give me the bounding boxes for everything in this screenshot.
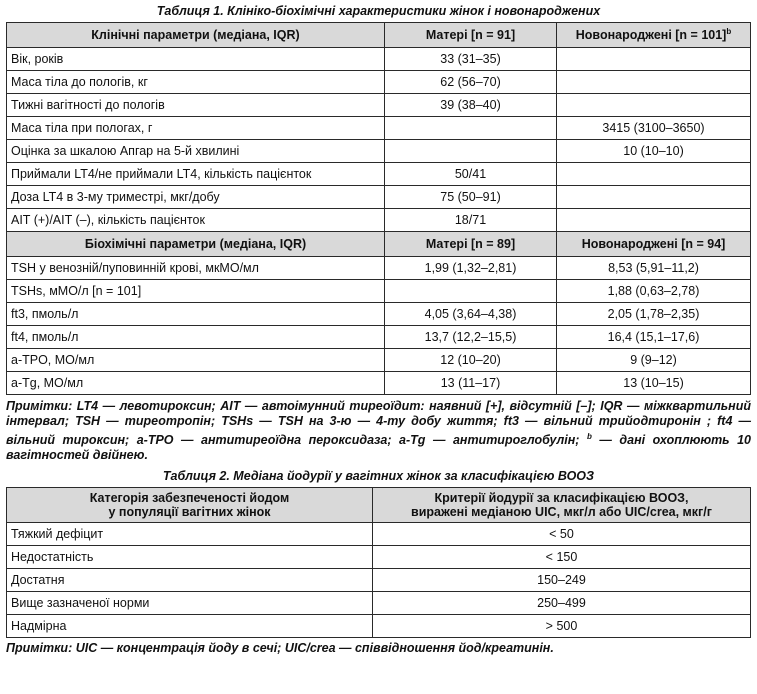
table-row [7, 569, 751, 592]
table1-note-b-text: — дані охоплюють 10 вагітностей двійнею. [6, 433, 752, 463]
table-row [7, 592, 751, 615]
newborns-value-cell: 13 (10–15) [557, 372, 751, 395]
criteria-cell: < 150 [373, 546, 751, 569]
table2-header-criteria [373, 488, 751, 523]
criteria-cell: < 50 [373, 523, 751, 546]
table1-caption: Таблиця 1. Клініко-біохімічні характеристики жінок і новонароджених [156, 4, 601, 18]
bio-header-param: Біохімічні параметри (медіана, IQR) [7, 232, 385, 257]
newborns-value-cell: 10 (10–10) [557, 140, 751, 163]
criteria-cell: 250–499 [373, 592, 751, 615]
clinical-header-newborns [557, 23, 751, 48]
clinical-param-cell: Приймали LT4/не приймали LT4, кількість пацієнток [7, 163, 385, 186]
table2-header-category-line1: Категорія забезпеченості йодом [89, 491, 290, 506]
table-row [7, 280, 751, 303]
table1-note-text: Примітки: LT4 — левотироксин; AIT — автоімунний тиреоїдит: наявний [+], відсутній [–]; IQR — міжквартильний інтервал; TSH — тиреотропін; TSHs — TSH на 3-ю — 4-ту добу життя; ft3 — вільний трийодтиронін ; ft4 — вільний тироксин; a-TPO — антитиреоїдна пероксидаза; a-Tg — антитироглобулін; [6, 399, 751, 448]
clinical-header-newborns-mark: b [726, 27, 732, 37]
clinical-param-cell: Доза LT4 в 3-му триместрі, мкг/добу [7, 186, 385, 209]
category-cell: Вище зазначеної норми [7, 592, 373, 615]
newborns-value-cell [557, 163, 751, 186]
table2-note: Примітки: UIC — концентрація йоду в сечі; UIC/crea — співвідношення йод/креатинін. [6, 641, 554, 656]
newborns-value-cell [557, 71, 751, 94]
table-row [7, 257, 751, 280]
table-row [7, 523, 751, 546]
clinical-header-row [7, 23, 751, 48]
clinical-header-mothers: Матері [n = 91] [385, 23, 557, 48]
category-cell: Тяжкий дефіцит [7, 523, 373, 546]
table-row [7, 546, 751, 569]
mothers-value-cell: 50/41 [385, 163, 557, 186]
biochemical-header-row [7, 232, 751, 257]
bio-header-mothers: Матері [n = 89] [385, 232, 557, 257]
clinical-param-cell: Оцінка за шкалою Апгар на 5-й хвилині [7, 140, 385, 163]
table-row [7, 94, 751, 117]
newborns-value-cell: 2,05 (1,78–2,35) [557, 303, 751, 326]
mothers-value-cell: 39 (38–40) [385, 94, 557, 117]
newborns-value-cell: 9 (9–12) [557, 349, 751, 372]
table1-note-b-mark: b [587, 432, 592, 441]
table-row [7, 209, 751, 232]
mothers-value-cell: 1,99 (1,32–2,81) [385, 257, 557, 280]
mothers-value-cell: 75 (50–91) [385, 186, 557, 209]
table-row [7, 186, 751, 209]
bio-param-cell: a-TPO, МО/мл [7, 349, 385, 372]
table-row [7, 349, 751, 372]
mothers-value-cell: 62 (56–70) [385, 71, 557, 94]
table-row [7, 140, 751, 163]
newborns-value-cell [557, 209, 751, 232]
mothers-value-cell [385, 117, 557, 140]
mothers-value-cell [385, 140, 557, 163]
table2-header-category [7, 488, 373, 523]
clinical-param-cell: AIT (+)/AIT (–), кількість пацієнток [7, 209, 385, 232]
mothers-value-cell: 13,7 (12,2–15,5) [385, 326, 557, 349]
criteria-cell: > 500 [373, 615, 751, 638]
bio-param-cell: TSHs, мМО/л [n = 101] [7, 280, 385, 303]
bio-param-cell: ft3, пмоль/л [7, 303, 385, 326]
table-row [7, 372, 751, 395]
table-row [7, 326, 751, 349]
mothers-value-cell: 12 (10–20) [385, 349, 557, 372]
table-row [7, 48, 751, 71]
clinical-param-cell: Вік, років [7, 48, 385, 71]
table-row [7, 117, 751, 140]
clinical-biochemical-table [6, 22, 751, 395]
clinical-header-newborns-label: Новонароджені [n = 101] [575, 28, 727, 43]
table1-note [6, 399, 751, 463]
table2-header-criteria-line2: виражені медіаною UIC, мкг/л або UIC/crea, мкг/г [411, 505, 712, 520]
newborns-value-cell [557, 94, 751, 117]
mothers-value-cell: 13 (11–17) [385, 372, 557, 395]
bio-header-newborns: Новонароджені [n = 94] [557, 232, 751, 257]
mothers-value-cell: 33 (31–35) [385, 48, 557, 71]
clinical-param-cell: Тижні вагітності до пологів [7, 94, 385, 117]
bio-param-cell: a-Tg, МО/мл [7, 372, 385, 395]
bio-param-cell: ft4, пмоль/л [7, 326, 385, 349]
category-cell: Достатня [7, 569, 373, 592]
table-row [7, 303, 751, 326]
clinical-param-cell: Маса тіла до пологів, кг [7, 71, 385, 94]
table2-header-criteria-line1: Критерії йодурії за класифікацією ВООЗ, [434, 491, 689, 506]
newborns-value-cell [557, 48, 751, 71]
iodine-criteria-table [6, 487, 751, 638]
category-cell: Надмірна [7, 615, 373, 638]
table2-header-category-line2: у популяції вагітних жінок [108, 505, 271, 520]
table2-caption: Таблиця 2. Медіана йодурії у вагітних жінок за класифікацією ВООЗ [162, 469, 595, 484]
table-row [7, 163, 751, 186]
clinical-param-cell: Маса тіла при пологах, г [7, 117, 385, 140]
newborns-value-cell: 3415 (3100–3650) [557, 117, 751, 140]
bio-param-cell: TSH у венозній/пуповинній крові, мкМО/мл [7, 257, 385, 280]
category-cell: Недостатність [7, 546, 373, 569]
mothers-value-cell: 4,05 (3,64–4,38) [385, 303, 557, 326]
newborns-value-cell: 1,88 (0,63–2,78) [557, 280, 751, 303]
clinical-header-param: Клінічні параметри (медіана, IQR) [7, 23, 385, 48]
newborns-value-cell [557, 186, 751, 209]
table-row [7, 71, 751, 94]
table-row [7, 615, 751, 638]
criteria-cell: 150–249 [373, 569, 751, 592]
newborns-value-cell: 8,53 (5,91–11,2) [557, 257, 751, 280]
newborns-value-cell: 16,4 (15,1–17,6) [557, 326, 751, 349]
mothers-value-cell: 18/71 [385, 209, 557, 232]
mothers-value-cell [385, 280, 557, 303]
